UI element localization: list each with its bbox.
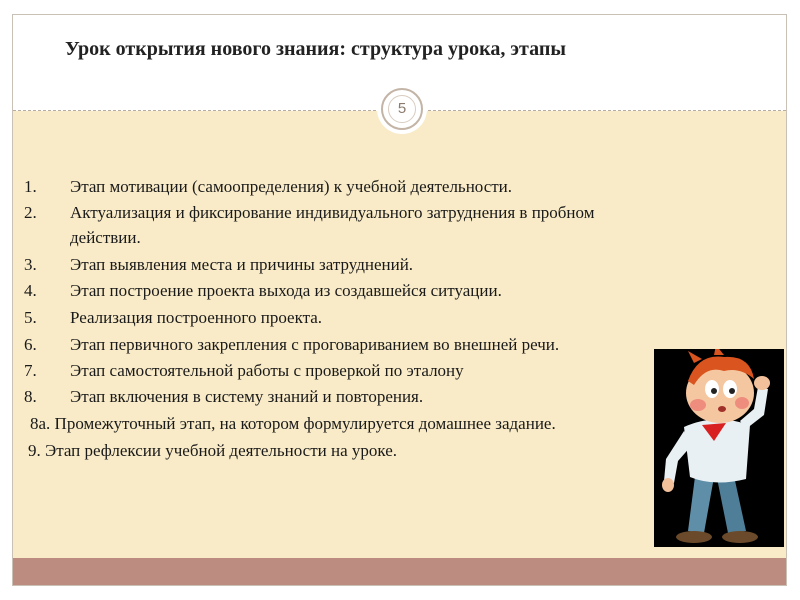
list-item-text: Этап выявления места и причины затруднений. bbox=[70, 255, 414, 274]
list-item-number: 8. bbox=[24, 387, 37, 406]
list-item-text: Этап самостоятельной работы с проверкой по эталону bbox=[70, 361, 464, 380]
list-item-number: 5. bbox=[24, 308, 37, 327]
list-item-number: 6. bbox=[24, 335, 37, 354]
bottom-band bbox=[13, 558, 786, 585]
list-item-number: 7. bbox=[24, 361, 37, 380]
list-item-text: действии. bbox=[70, 228, 141, 247]
page-number-badge bbox=[381, 88, 423, 130]
list-item-text: Актуализация и фиксирование индивидуального затруднения в пробном bbox=[70, 203, 595, 222]
list-item-text: Реализация построенного проекта. bbox=[70, 308, 323, 327]
list-item-number: 3. bbox=[24, 255, 37, 274]
cartoon-character-image bbox=[654, 349, 784, 547]
list-item-text: Этап мотивации (самоопределения) к учебной деятельности. bbox=[70, 177, 513, 196]
list-item-text: Этап первичного закрепления с проговариванием во внешней речи. bbox=[70, 335, 560, 354]
page-number: 5 bbox=[388, 95, 416, 123]
extra-item: 9. Этап рефлексии учебной деятельности на уроке. bbox=[28, 441, 398, 460]
extra-item: 8а. Промежуточный этап, на котором формулируется домашнее задание. bbox=[30, 414, 556, 433]
list-item-number: 4. bbox=[24, 281, 37, 300]
list-item-number: 1. bbox=[24, 177, 37, 196]
list-item-text: Этап построение проекта выхода из создавшейся ситуации. bbox=[70, 281, 502, 300]
cartoon-boy-icon bbox=[654, 349, 784, 547]
list-item-text: Этап включения в систему знаний и повторения. bbox=[70, 387, 424, 406]
slide-title: Урок открытия нового знания: структура урока, этапы bbox=[65, 38, 566, 60]
list-item-number: 2. bbox=[24, 203, 37, 222]
